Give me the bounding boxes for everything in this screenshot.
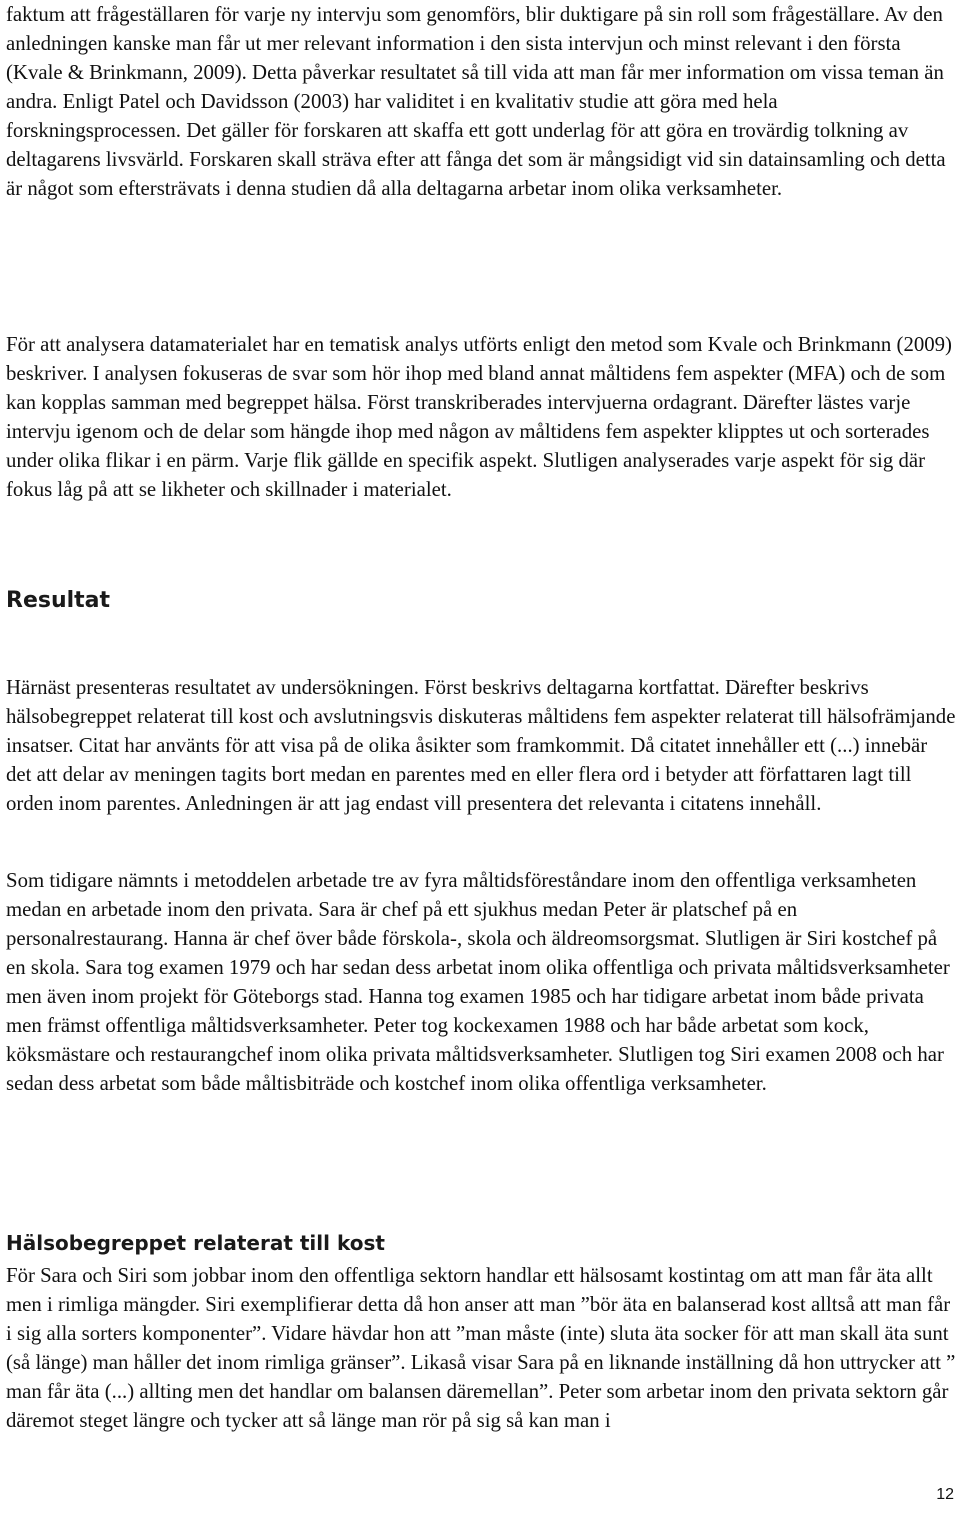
body-paragraph: För Sara och Siri som jobbar inom den offentliga sektorn handlar ett hälsosamt kostintag om att man får äta allt men i rimliga mängder. Siri exemplifierar detta då hon anser att man ”bör äta en balanserad kost alltså att man får i sig alla sorters komponenter”. Vidare hävdar hon att ”man måste (inte) sluta äta socker för att man skall äta sunt (så länge) man håller det inom rimliga gränser”. Likaså visar Sara på en liknande inställning då hon uttrycker att ” man får äta (...) allting men det handlar om balansen däremellan”. Peter som arbetar inom den privata sektorn går däremot steget längre och tycker att så länge man rör på sig så kan man i xyxy=(6,1264,956,1432)
section-heading-halsobegreppet: Hälsobegreppet relaterat till kost xyxy=(6,1231,385,1255)
body-paragraph: För att analysera datamaterialet har en tematisk analys utförts enligt den metod som Kvale och Brinkmann (2009) beskriver. I analysen fokuseras de svar som hör ihop med bland annat måltidens fem aspekter (MFA) och de som kan kopplas samman med begreppet hälsa. Först transkriberades intervjuerna ordagrant. Därefter lästes varje intervju igenom och de delar som hängde ihop med någon av måltidens fem aspekter klipptes ut och sorterades under olika flikar i en pärm. Varje flik gällde en specifik aspekt. Slutligen analyserades varje aspekt för sig där fokus låg på att se likheter och skillnader i materialet. xyxy=(6,333,952,501)
page-number: 12 xyxy=(936,1486,954,1503)
body-paragraph: faktum att frågeställaren för varje ny intervju som genomförs, blir duktigare på sin roll som frågeställare. Av den anledningen kanske man får ut mer relevant information i den sista intervjun och minst relevant i den första (Kvale & Brinkmann, 2009). Detta påverkar resultatet så till vida att man får mer information om vissa teman än andra. Enligt Patel och Davidsson (2003) har validitet i en kvalitativ studie att göra med hela forskningsprocessen. Det gäller för forskaren att skaffa ett gott underlag för att göra en trovärdig tolkning av deltagarens livsvärld. Forskaren skall sträva efter att fånga det som är mångsidigt vid sin datainsamling och detta är något som eftersträvats i denna studien då alla deltagarna arbetar inom olika verksamheter. xyxy=(6,3,946,200)
section-heading-resultat: Resultat xyxy=(6,588,111,613)
body-paragraph: Härnäst presenteras resultatet av undersökningen. Först beskrivs deltagarna kortfattat. Därefter beskrivs hälsobegreppet relaterat till kost och avslutningsvis diskuteras måltidens fem aspekter relaterat till hälsofrämjande insatser. Citat har använts för att visa på de olika åsikter som framkommit. Då citatet innehåller ett (...) innebär det att delar av meningen tagits bort medan en parentes med en eller flera ord i betyder att författaren lagt till orden inom parentes. Anledningen är att jag endast vill presentera det relevanta i citatens innehåll. xyxy=(6,676,956,815)
body-paragraph: Som tidigare nämnts i metoddelen arbetade tre av fyra måltidsföreståndare inom den offentliga verksamheten medan en arbetade inom den privata. Sara är chef på ett sjukhus medan Peter är platschef på en personalrestaurang. Hanna är chef över både förskola-, skola och äldreomsorgsmat. Slutligen är Siri kostchef på en skola. Sara tog examen 1979 och har sedan dess arbetat inom olika offentliga och privata måltidsverksamheter men även inom projekt för Göteborgs stad. Hanna tog examen 1985 och har tidigare arbetat inom både privata men främst offentliga måltidsverksamheter. Peter tog kockexamen 1988 och har både arbetat som kock, köksmästare och restaurangchef inom olika privata måltidsverksamheter. Slutligen tog Siri examen 2008 och har sedan dess arbetat som både måltisbiträde och kostchef inom olika offentliga verksamheter. xyxy=(6,869,950,1095)
